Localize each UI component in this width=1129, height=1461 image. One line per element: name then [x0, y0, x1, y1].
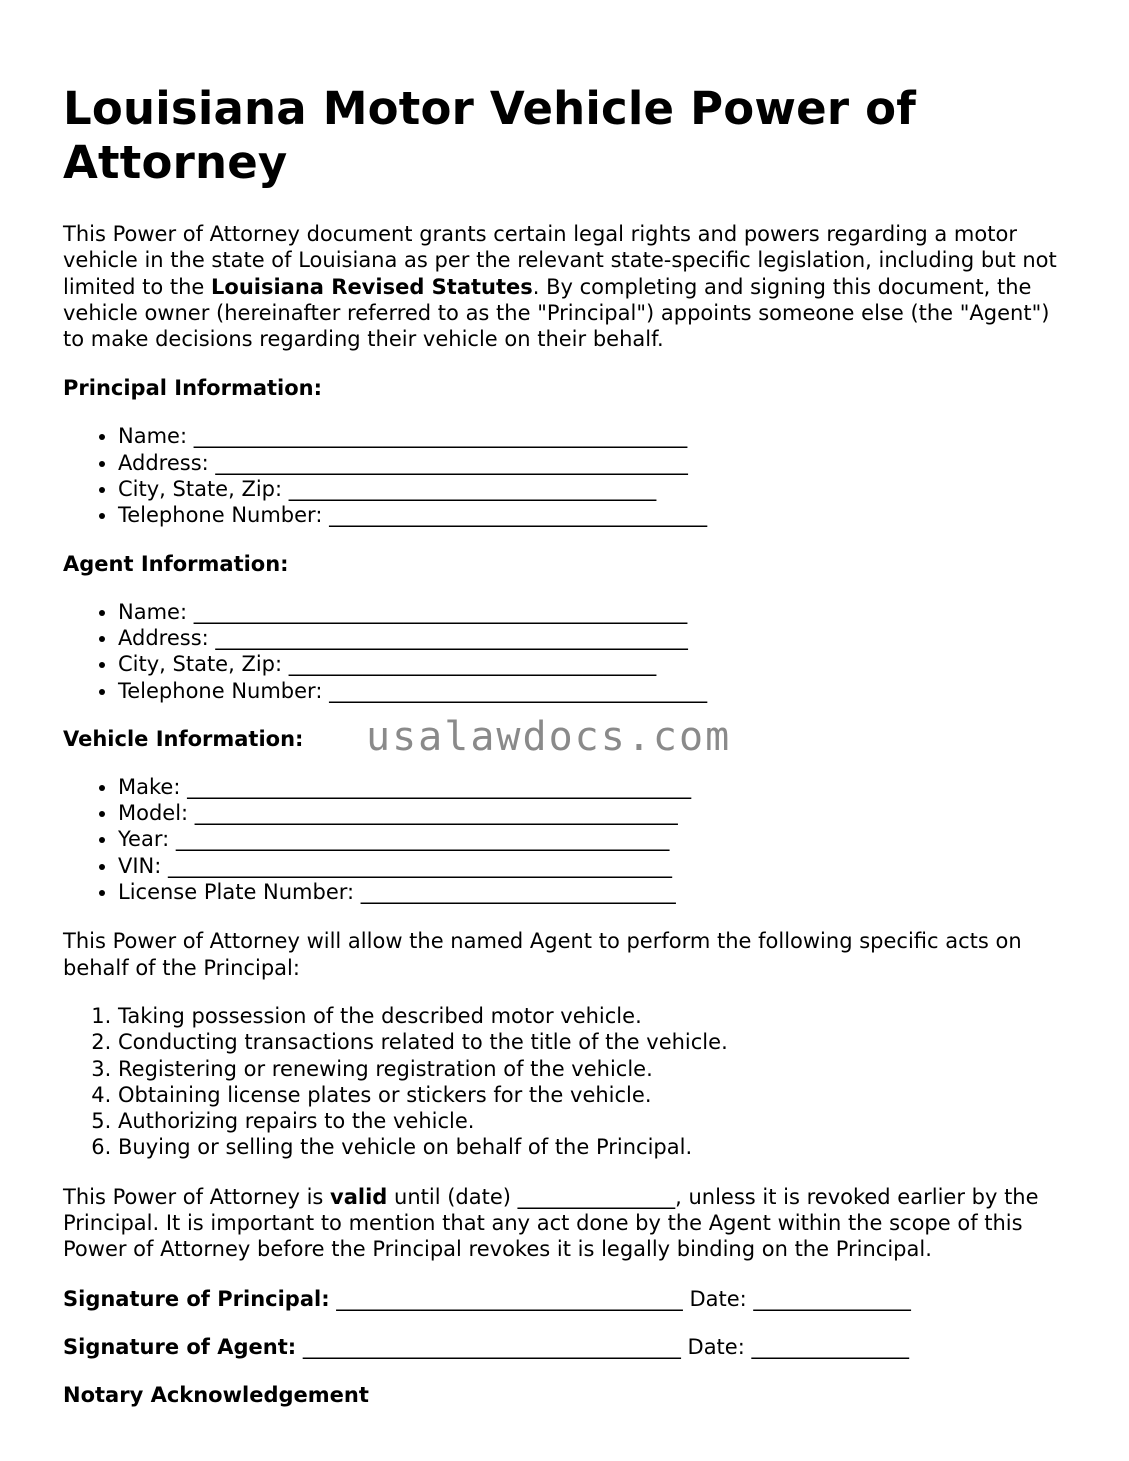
- agent-signature-label: Signature of Agent:: [63, 1334, 297, 1359]
- acts-list: [63, 1003, 1073, 1161]
- act-item: 1. Taking possession of the described motor vehicle.: [118, 1003, 1073, 1029]
- agent-address-field[interactable]: • Address: _____________________________________________: [118, 625, 1073, 651]
- act-item: 3. Registering or renewing registration of the vehicle.: [118, 1056, 1073, 1082]
- agent-name-field[interactable]: • Name: _______________________________________________: [118, 599, 1073, 625]
- vehicle-make-field[interactable]: • Make: ________________________________________________: [118, 774, 1073, 800]
- document-page: [63, 0, 1073, 1408]
- act-item: 5. Authorizing repairs to the vehicle.: [118, 1108, 1073, 1134]
- principal-signature-label: Signature of Principal:: [63, 1286, 330, 1311]
- act-item: 6. Buying or selling the vehicle on behalf of the Principal.: [118, 1134, 1073, 1160]
- intro-paragraph: This Power of Attorney document grants certain legal rights and powers regarding a motor vehicle in the state of Louisiana as per the relevant state-specific legislation, including but not limited to the Louisiana Revised Statutes. By completing and signing this document, the vehicle owner (hereinafter referred to as the "Principal") appoints someone else (the "Agent") to make decisions regarding their vehicle on their behalf.: [63, 222, 1057, 352]
- vehicle-model-field[interactable]: • Model: ______________________________________________: [118, 800, 1073, 826]
- agent-signature-line[interactable]: Signature of Agent: ____________________________________ Date: _______________: [63, 1334, 909, 1359]
- vehicle-fields-list: [63, 774, 1073, 905]
- page-title: Louisiana Motor Vehicle Power of Attorney: [63, 82, 917, 189]
- principal-signature-line[interactable]: Signature of Principal: _________________________________ Date: _______________: [63, 1286, 911, 1311]
- validity-paragraph: This Power of Attorney is valid until (date) _______________, unless it is revoked earlier by the Principal. It is important to mention that any act done by the Agent within the scope of this Power of Attorney before the Principal revokes it is legally binding on the Principal.: [63, 1184, 1039, 1262]
- acts-intro-paragraph: This Power of Attorney will allow the named Agent to perform the following specific acts on behalf of the Principal:: [63, 929, 1022, 980]
- principal-address-field[interactable]: • Address: _____________________________________________: [118, 450, 1073, 476]
- principal-heading: Principal Information:: [63, 376, 323, 401]
- vehicle-heading: Vehicle Information:: [63, 726, 304, 751]
- vehicle-license-plate-field[interactable]: • License Plate Number: ______________________________: [118, 879, 1073, 905]
- principal-telephone-field[interactable]: • Telephone Number: ____________________________________: [118, 502, 1073, 528]
- validity-bold: valid: [330, 1184, 388, 1209]
- agent-heading: Agent Information:: [63, 551, 289, 576]
- watermark: usalawdocs.com: [366, 714, 732, 760]
- intro-bold-statutes: Louisiana Revised Statutes: [211, 274, 533, 299]
- principal-fields-list: [63, 423, 1073, 528]
- vehicle-year-field[interactable]: • Year: _______________________________________________: [118, 826, 1073, 852]
- principal-name-field[interactable]: • Name: _______________________________________________: [118, 423, 1073, 449]
- vehicle-vin-field[interactable]: • VIN: ________________________________________________: [118, 853, 1073, 879]
- agent-city-state-zip-field[interactable]: • City, State, Zip: ___________________________________: [118, 651, 1073, 677]
- principal-city-state-zip-field[interactable]: • City, State, Zip: ___________________________________: [118, 476, 1073, 502]
- act-item: 4. Obtaining license plates or stickers for the vehicle.: [118, 1082, 1073, 1108]
- act-item: 2. Conducting transactions related to the title of the vehicle.: [118, 1029, 1073, 1055]
- agent-fields-list: [63, 599, 1073, 704]
- agent-telephone-field[interactable]: • Telephone Number: ____________________________________: [118, 678, 1073, 704]
- notary-heading: Notary Acknowledgement: [63, 1382, 369, 1407]
